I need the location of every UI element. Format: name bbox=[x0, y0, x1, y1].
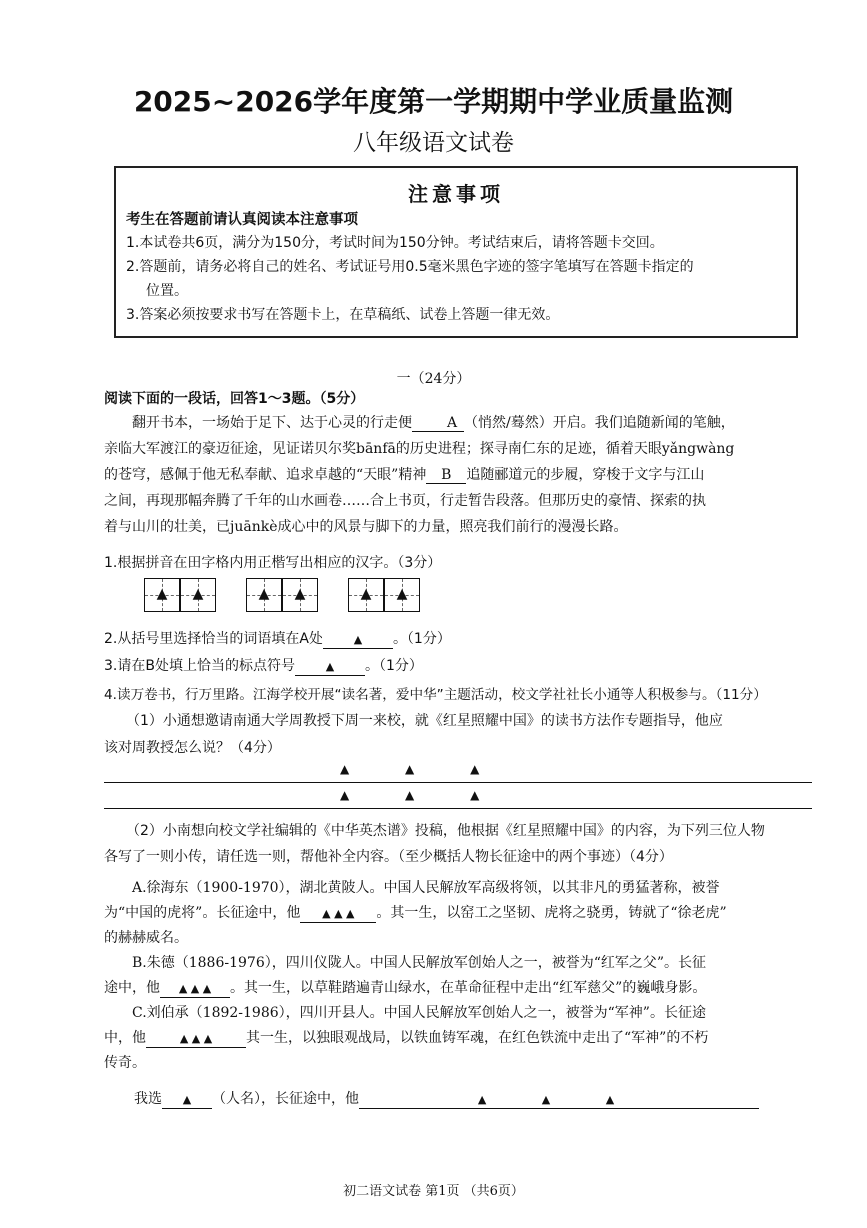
tianzige-box[interactable]: ▲ bbox=[246, 578, 282, 612]
passage-line: 之间，再现那幅奔腾了千年的山水画卷……合上书页，行走暂告段落。但那历史的豪情、探索的执 bbox=[104, 493, 706, 509]
question-4-1-cont: 该对周教授怎么说？（4分） bbox=[104, 740, 281, 756]
answer-line[interactable]: ▲ ▲ ▲ bbox=[104, 788, 812, 809]
passage-text: 翻开书本，一场始于足下、达于心灵的行走便 bbox=[132, 415, 412, 431]
passage-text: 的苍穹，感佩于他无私奉献、追求卓越的“天眼”精神 bbox=[104, 467, 427, 483]
answer-blank[interactable]: ▲ ▲ ▲ bbox=[300, 906, 376, 923]
passage-line bbox=[104, 411, 812, 437]
exam-subtitle: 八年级语文试卷 bbox=[353, 130, 514, 156]
tianzige-box[interactable]: ▲ bbox=[180, 578, 216, 612]
question-4-1: （1）小通想邀请南通大学周教授下周一来校，就《红星照耀中国》的读书方法作专题指导，他应 bbox=[126, 713, 723, 729]
question-1: 1.根据拼音在田字格内用正楷写出相应的汉字。（3分） bbox=[104, 555, 442, 571]
choose-line: 我选 ▲ （人名），长征途中，他 ▲ ▲ ▲ bbox=[134, 1088, 812, 1109]
passage-text: （悄然/蓦然）开启。我们追随新闻的笔触， bbox=[464, 415, 735, 431]
bio-c-line: 中，他 ▲ ▲ ▲ 其一生，以独眼观战局，以铁血铸军魂，在红色铁流中走出了“军神”的不朽 bbox=[104, 1030, 709, 1046]
tianzige-box[interactable]: ▲ bbox=[384, 578, 420, 612]
answer-blank[interactable]: ▲ ▲ ▲ bbox=[146, 1031, 246, 1048]
tianzige-box[interactable]: ▲ bbox=[282, 578, 318, 612]
notice-item: 位置。 bbox=[146, 283, 188, 299]
section-intro: 阅读下面的一段话，回答1～3题。（5分） bbox=[104, 391, 365, 407]
bio-a: A.徐海东（1900-1970），湖北黄陂人。中国人民解放军高级将领，以其非凡的勇猛著称，被誉 bbox=[132, 880, 720, 896]
bio-c: C.刘伯承（1892-1986），四川开县人。中国人民解放军创始人之一，被誉为“军神”。长征途 bbox=[132, 1005, 706, 1021]
bio-a-line: 的赫赫威名。 bbox=[104, 930, 188, 946]
tianzige-box[interactable]: ▲ bbox=[348, 578, 384, 612]
bio-b: B.朱德（1886-1976），四川仪陇人。中国人民解放军创始人之一，被誉为“红军之父”。长征 bbox=[132, 955, 707, 971]
section-heading: 一（24分） bbox=[396, 371, 471, 387]
answer-blank[interactable]: ▲ bbox=[323, 632, 393, 649]
page-footer: 初二语文试卷 第1页 （共6页） bbox=[343, 1184, 524, 1199]
blank-b: B bbox=[426, 467, 466, 484]
bio-b-line: 途中，他 ▲ ▲ ▲ 。其一生，以草鞋踏遍青山绿水，在革命征程中走出“红军慈父”的巍峨身影。 bbox=[104, 980, 707, 996]
notice-item: 1.本试卷共6页，满分为150分，考试时间为150分钟。考试结束后，请将答题卡交回。 bbox=[126, 235, 664, 251]
passage-text: 追随郦道元的步履，穿梭于文字与江山 bbox=[466, 467, 705, 483]
exam-title: 2025~2026学年度第一学期期中学业质量监测 bbox=[133, 85, 734, 118]
name-blank[interactable]: ▲ bbox=[162, 1092, 212, 1109]
answer-blank[interactable]: ▲ ▲ ▲ bbox=[160, 981, 230, 998]
bio-c-line: 传奇。 bbox=[104, 1055, 146, 1071]
tianzige-box[interactable]: ▲ bbox=[144, 578, 180, 612]
answer-line[interactable]: ▲ ▲ ▲ bbox=[104, 762, 812, 783]
bio-a-line: 为“中国的虎将”。长征途中，他 ▲ ▲ ▲ 。其一生，以窑工之坚韧、虎将之骁勇，铸就了“徐老虎” bbox=[104, 905, 727, 921]
blank-a: A bbox=[412, 415, 464, 432]
notice-heading: 注意事项 bbox=[408, 182, 504, 206]
question-4: 4.读万卷书，行万里路。江海学校开展“读名著，爱中华”主题活动，校文学社社长小通等人积极参与。（11分） bbox=[104, 687, 767, 703]
passage-line bbox=[104, 463, 812, 489]
notice-subheading: 考生在答题前请认真阅读本注意事项 bbox=[126, 212, 358, 228]
answer-blank[interactable]: ▲ bbox=[295, 659, 365, 676]
question-3: 3.请在B处填上恰当的标点符号 ▲ 。（1分） bbox=[104, 658, 423, 674]
notice-item: 3.答案必须按要求书写在答题卡上，在草稿纸、试卷上答题一律无效。 bbox=[126, 307, 560, 323]
passage-line: 亲临大军渡江的豪迈征途，见证诺贝尔奖bānfā的历史进程；探寻南仁东的足迹，循着天眼yǎngwàng bbox=[104, 441, 735, 457]
question-2: 2.从括号里选择恰当的词语填在A处 ▲ 。（1分） bbox=[104, 631, 451, 647]
passage-line: 着与山川的壮美，已juānkè成心中的风景与脚下的力量，照亮我们前行的漫漫长路。 bbox=[104, 519, 628, 535]
answer-blank[interactable]: ▲ ▲ ▲ bbox=[359, 1092, 759, 1109]
notice-item: 2.答题前，请务必将自己的姓名、考试证号用0.5毫米黑色字迹的签字笔填写在答题卡指定的 bbox=[126, 259, 694, 275]
question-4-2: （2）小南想向校文学社编辑的《中华英杰谱》投稿，他根据《红星照耀中国》的内容，为下列三位人物 bbox=[126, 823, 765, 839]
question-4-2-cont: 各写了一则小传，请任选一则，帮他补全内容。（至少概括人物长征途中的两个事迹）（4分） bbox=[104, 849, 673, 865]
